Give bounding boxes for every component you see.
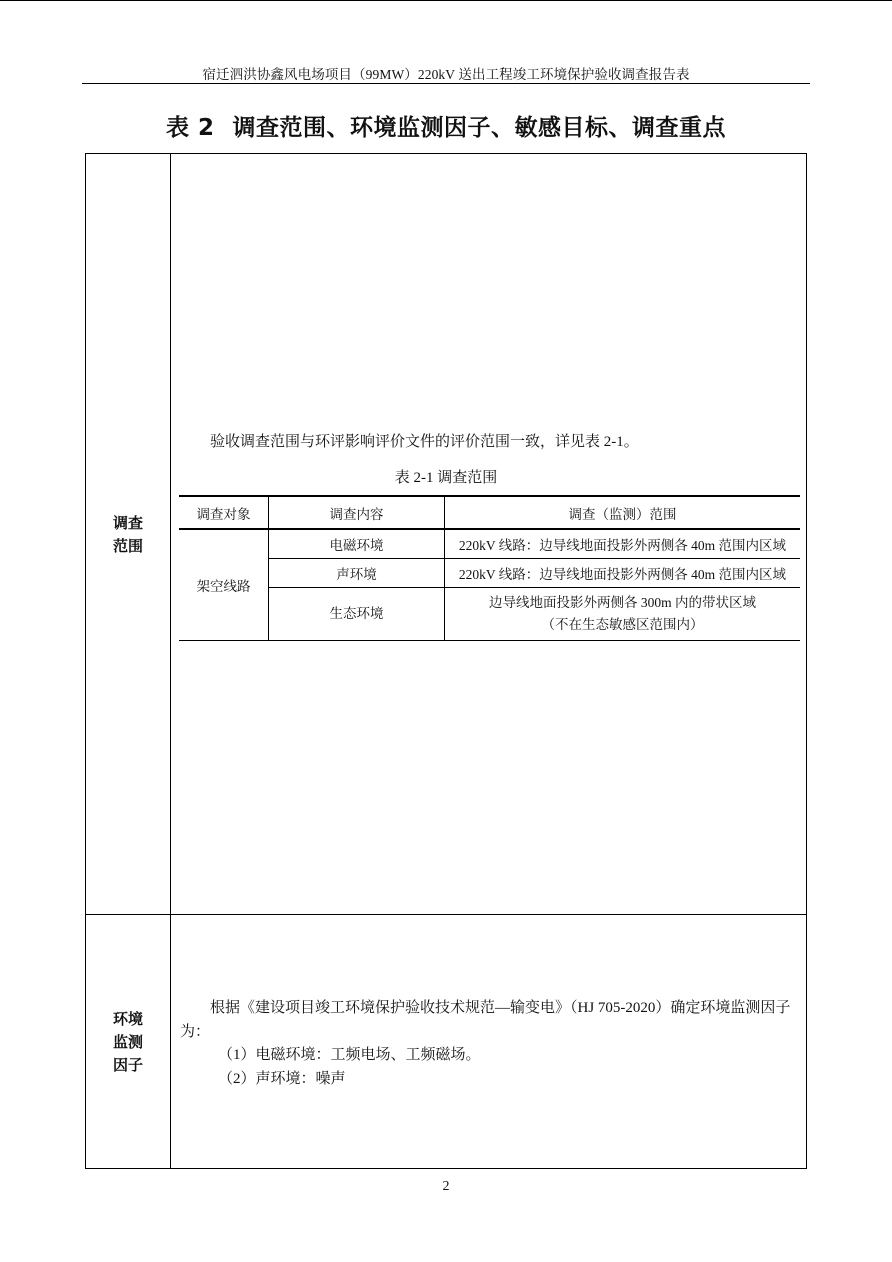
header-cell-object: 调查对象 — [179, 496, 269, 529]
table-row — [179, 559, 800, 588]
table-row — [179, 529, 800, 559]
cell-range-line: 边导线地面投影外两侧各 300m 内的带状区域 — [488, 595, 756, 610]
cell-survey-object: 架空线路 — [179, 529, 269, 641]
factor-item: （2）声环境：噪声 — [218, 1071, 346, 1087]
cell-range: 220kV 线路：边导线地面投影外两侧各 40m 范围内区域 — [445, 529, 801, 559]
row-label-survey-scope — [86, 512, 170, 558]
table-caption: 表 2-1 调查范围 — [394, 470, 498, 486]
header-cell-range: 调查（监测）范围 — [445, 496, 801, 529]
cell-range: 220kV 线路：边导线地面投影外两侧各 40m 范围内区域 — [445, 559, 801, 588]
cell-content: 声环境 — [269, 559, 445, 588]
label-column-divider — [170, 154, 171, 1168]
cell-range-multiline — [445, 588, 801, 641]
row-divider — [86, 914, 806, 915]
table-row — [179, 588, 800, 641]
row-label-line: 因子 — [112, 1056, 143, 1074]
factor-item: （1）电磁环境：工频电场、工频磁场。 — [218, 1047, 481, 1063]
header-cell-content: 调查内容 — [269, 496, 445, 529]
header-rule — [82, 83, 810, 84]
cell-range-line: （不在生态敏感区范围内） — [541, 617, 704, 632]
table-header-row — [179, 496, 800, 529]
cell-content: 电磁环境 — [269, 529, 445, 559]
cell-content: 生态环境 — [269, 588, 445, 641]
row-label-line: 监测 — [112, 1033, 143, 1051]
row-label-line: 调查 — [112, 514, 143, 532]
row-label-line: 范围 — [112, 537, 143, 555]
row-label-line: 环境 — [112, 1010, 143, 1028]
page-number: 2 — [442, 1179, 450, 1194]
factors-basis-paragraph: 根据《建设项目竣工环境保护验收技术规范—输变电》（HJ 705-2020）确定环境监测因子为： — [180, 1000, 791, 1040]
title-number: 表 2 — [165, 115, 215, 141]
survey-scope-table — [179, 495, 800, 641]
row-label-monitoring-factors — [86, 1008, 170, 1077]
scope-intro-paragraph: 验收调查范围与环评影响评价文件的评价范围一致，详见表 2-1。 — [210, 434, 639, 450]
page-title — [0, 109, 892, 142]
running-header: 宿迁泗洪协鑫风电场项目（99MW）220kV 送出工程竣工环境保护验收调查报告表 — [202, 67, 690, 82]
title-text: 调查范围、环境监测因子、敏感目标、调查重点 — [232, 115, 726, 141]
top-border-rule — [0, 0, 892, 1]
